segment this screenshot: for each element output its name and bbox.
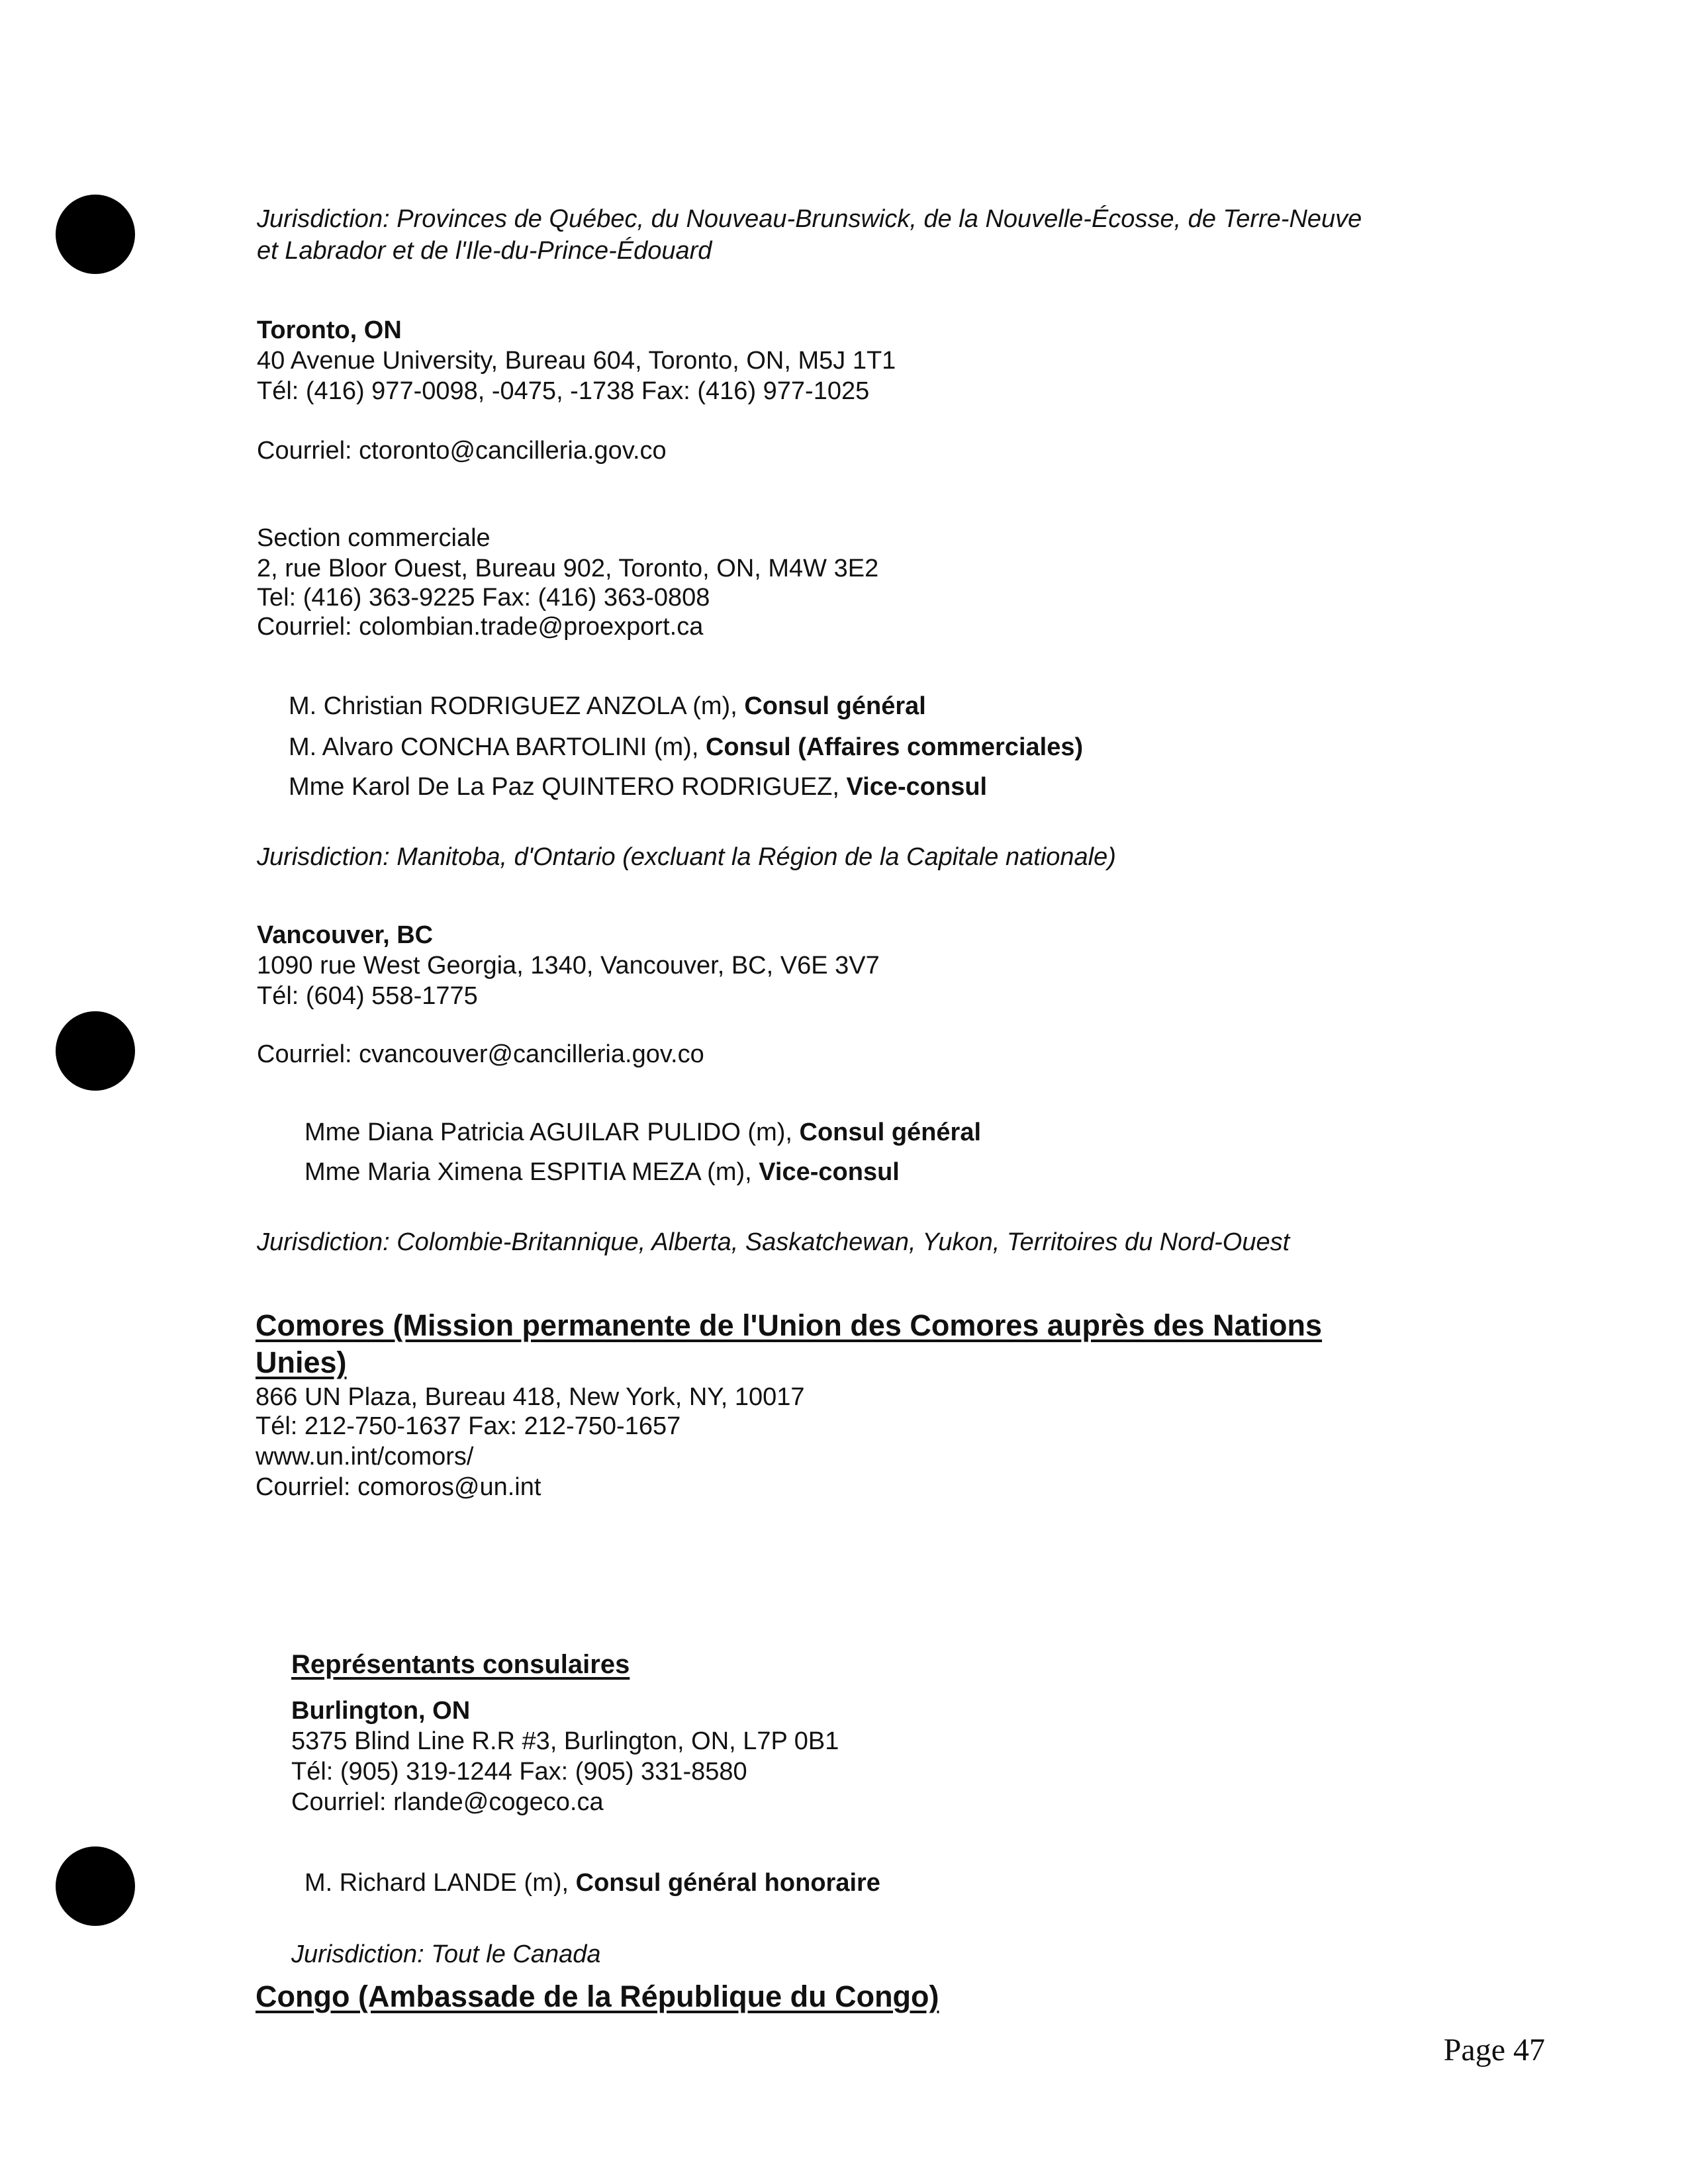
punch-hole-top — [56, 195, 135, 274]
staff-title: Consul (Affaires commerciales) — [705, 733, 1084, 761]
jurisdiction-montreal-line1: Jurisdiction: Provinces de Québec, du Nouveau-Brunswick, de la Nouvelle-Écosse, de Terre-Neuve — [257, 205, 1362, 233]
vancouver-email: Courriel: cvancouver@cancilleria.gov.co — [257, 1040, 704, 1068]
jurisdiction-vancouver: Jurisdiction: Colombie-Britannique, Alberta, Saskatchewan, Yukon, Territoires du Nord-Ouest — [257, 1228, 1290, 1256]
toronto-staff-1 — [289, 691, 926, 721]
toronto-email: Courriel: ctoronto@cancilleria.gov.co — [257, 437, 667, 465]
page-number: Page 47 — [1443, 2032, 1545, 2068]
burlington-address: 5375 Blind Line R.R #3, Burlington, ON, L7P 0B1 — [291, 1727, 839, 1755]
vancouver-address: 1090 rue West Georgia, 1340, Vancouver, BC, V6E 3V7 — [257, 952, 880, 979]
burlington-email: Courriel: rlande@cogeco.ca — [291, 1788, 604, 1816]
comores-heading-line2: Unies) — [256, 1345, 347, 1379]
punch-hole-middle — [56, 1011, 135, 1091]
staff-name: M. Alvaro CONCHA BARTOLINI (m), — [289, 733, 706, 761]
staff-title: Vice-consul — [759, 1158, 900, 1186]
vancouver-staff-1 — [305, 1117, 981, 1148]
burlington-phone: Tél: (905) 319-1244 Fax: (905) 331-8580 — [291, 1758, 747, 1786]
staff-name: M. Christian RODRIGUEZ ANZOLA (m), — [289, 692, 745, 720]
toronto-city: Toronto, ON — [257, 316, 402, 344]
commercial-email: Courriel: colombian.trade@proexport.ca — [257, 613, 704, 641]
toronto-phone: Tél: (416) 977-0098, -0475, -1738 Fax: (416) 977-1025 — [257, 377, 870, 405]
staff-name: Mme Diana Patricia AGUILAR PULIDO (m), — [305, 1118, 800, 1146]
staff-name: Mme Maria Ximena ESPITIA MEZA (m), — [305, 1158, 759, 1186]
burlington-city: Burlington, ON — [291, 1697, 471, 1725]
vancouver-city: Vancouver, BC — [257, 921, 434, 949]
toronto-staff-2 — [289, 732, 1083, 762]
jurisdiction-burlington: Jurisdiction: Tout le Canada — [291, 1940, 601, 1968]
congo-heading: Congo (Ambassade de la République du Congo) — [256, 1979, 939, 2013]
consular-representatives-heading: Représentants consulaires — [291, 1650, 630, 1679]
comores-address: 866 UN Plaza, Bureau 418, New York, NY, 10017 — [256, 1383, 805, 1411]
burlington-staff — [305, 1868, 880, 1898]
vancouver-staff-2 — [305, 1157, 900, 1187]
toronto-address: 40 Avenue University, Bureau 604, Toronto, ON, M5J 1T1 — [257, 347, 896, 375]
staff-name: M. Richard LANDE (m), — [305, 1869, 576, 1897]
staff-title: Vice-consul — [846, 773, 988, 801]
comores-email: Courriel: comoros@un.int — [256, 1473, 541, 1501]
staff-name: Mme Karol De La Paz QUINTERO RODRIGUEZ, — [289, 773, 847, 801]
jurisdiction-montreal-line2: et Labrador et de l'Ile-du-Prince-Édouard — [257, 237, 712, 265]
comores-phone: Tél: 212-750-1637 Fax: 212-750-1657 — [256, 1412, 681, 1440]
comores-heading-line1: Comores (Mission permanente de l'Union des Comores auprès des Nations — [256, 1308, 1323, 1342]
commercial-address: 2, rue Bloor Ouest, Bureau 902, Toronto, ON, M4W 3E2 — [257, 555, 879, 582]
vancouver-phone: Tél: (604) 558-1775 — [257, 982, 478, 1010]
staff-title: Consul général — [744, 692, 926, 720]
comores-website: www.un.int/comors/ — [256, 1443, 474, 1471]
staff-title: Consul général — [799, 1118, 982, 1146]
toronto-staff-3 — [289, 772, 987, 802]
punch-hole-bottom — [56, 1846, 135, 1926]
commercial-section-title: Section commerciale — [257, 524, 491, 552]
staff-title: Consul général honoraire — [575, 1869, 880, 1897]
jurisdiction-toronto: Jurisdiction: Manitoba, d'Ontario (excluant la Région de la Capitale nationale) — [257, 843, 1116, 871]
commercial-phone: Tel: (416) 363-9225 Fax: (416) 363-0808 — [257, 584, 710, 612]
